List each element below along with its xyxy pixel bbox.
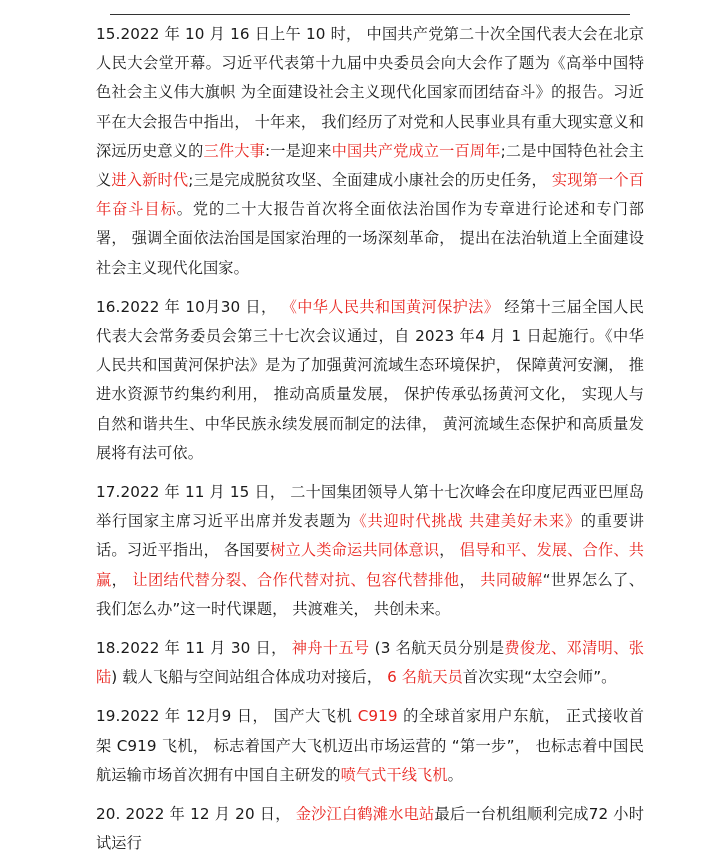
paragraph-19 bbox=[96, 702, 644, 790]
body-text: 15.2022 年 10 月 16 日上午 10 时， 中国共产党第二十次全国代表大会在北京人民大会堂开幕。习近平代表第十九届中央委员会向大会作了题为《高举中国特色社会主义伟大旗帜 为全面建设社会主义现代化国家而团结奋斗》的报告。习近平在大会报告中指出， 十年来， 我们经历了对党和人民事业具有重大现实意义和深远历史意义的 bbox=[96, 25, 644, 160]
paragraph-15 bbox=[96, 20, 644, 283]
highlighted-text: 6 名航天员 bbox=[387, 668, 463, 687]
body-text: 18.2022 年 11 月 30 日， bbox=[96, 639, 292, 658]
body-text: “世界怎么了、我们怎么办”这一时代课题， 共渡难关， 共创未来。 bbox=[96, 570, 644, 618]
paragraph-18 bbox=[96, 634, 644, 692]
paragraph-16 bbox=[96, 293, 644, 468]
highlighted-text: 费俊龙、邓清明、张陆 bbox=[96, 639, 645, 687]
highlighted-text: 三件大事 bbox=[203, 141, 265, 160]
paragraph-17 bbox=[96, 478, 644, 624]
body-text: 17.2022 年 11 月 15 日， 二十国集团领导人第十七次峰会在印度尼西亚巴厘岛举行国家主席习近平出席并发表题为 bbox=[96, 483, 644, 531]
body-text: 经第十三届全国人民代表大会常务委员会第三十七次会议通过，自 2023 年4 月 1 日起施行。《中华人民共和国黄河保护法》是为了加强黄河流域生态环境保护， 保障黄河安澜， 推进水资源节约集约利用， 推动高质量发展， 保护传承弘扬黄河文化， 实现人与自然和谐共生、中华民族永续发展而制定的法律， 黄河流域生态保护和高质量发展将有法可依。 bbox=[96, 297, 645, 462]
body-text: ， bbox=[111, 570, 133, 589]
highlighted-text: 树立人类命运共同体意识 bbox=[270, 541, 440, 560]
body-text: 。党的二十大报告首次将全面依法治国作为专章进行论述和专门部署， 强调全面依法治国是国家治理的一场深刻革命， 提出在法治轨道上全面建设社会主义现代化国家。 bbox=[96, 200, 644, 277]
highlighted-text: 进入新时代 bbox=[111, 171, 189, 190]
paragraph-20 bbox=[96, 800, 644, 858]
header-rule bbox=[110, 14, 630, 15]
body-text: (3 名航天员分别是 bbox=[369, 639, 505, 658]
document-body bbox=[96, 20, 644, 868]
body-text: ) 载人飞船与空间站组合体成功对接后， bbox=[111, 668, 388, 687]
highlighted-text: 让团结代替分裂、合作代替对抗、包容代替排他 bbox=[132, 570, 460, 589]
highlighted-text: C919 bbox=[357, 707, 398, 726]
highlighted-text: 神舟十五号 bbox=[291, 639, 370, 658]
highlighted-text: 喷气式干线飞机 bbox=[340, 765, 448, 784]
highlighted-text: 倡导和平、发展、合作、共赢 bbox=[96, 541, 645, 589]
highlighted-text: 《共迎时代挑战 共建美好未来》 bbox=[351, 512, 581, 531]
highlighted-text: 金沙江白鹤滩水电站 bbox=[295, 805, 435, 824]
body-text: 20. 2022 年 12 月 20 日， bbox=[96, 805, 296, 824]
body-text: 的重要讲话。习近平指出， 各国要 bbox=[96, 512, 645, 560]
body-text: 19.2022 年 12月9 日， 国产大飞机 bbox=[96, 707, 358, 726]
highlighted-text: 实现第一个百年奋斗目标 bbox=[96, 171, 644, 219]
body-text: 首次实现“太空会师”。 bbox=[462, 668, 617, 687]
body-text: 的全球首家用户东航， 正式接收首架 C919 飞机， 标志着国产大飞机迈出市场运营的 “第一步”， 也标志着中国民航运输市场首次拥有中国自主研发的 bbox=[96, 707, 644, 784]
body-text: 16.2022 年 10月30 日， bbox=[96, 297, 282, 316]
highlighted-text: 中国共产党成立一百周年 bbox=[331, 141, 501, 160]
body-text: ;二是中国特色社会主义 bbox=[96, 141, 644, 190]
body-text: 。 bbox=[447, 765, 463, 784]
highlighted-text: 《中华人民共和国黄河保护法》 bbox=[281, 297, 500, 316]
body-text: ;三是完成脱贫攻坚、全面建成小康社会的历史任务， bbox=[188, 171, 552, 190]
highlighted-text: 共同破解 bbox=[480, 570, 543, 589]
body-text: ， bbox=[439, 541, 460, 560]
body-text: 最后一台机组顺利完成72 小时试运行 bbox=[96, 805, 644, 853]
body-text: ， bbox=[459, 570, 481, 589]
body-text: :一是迎来 bbox=[264, 141, 332, 160]
